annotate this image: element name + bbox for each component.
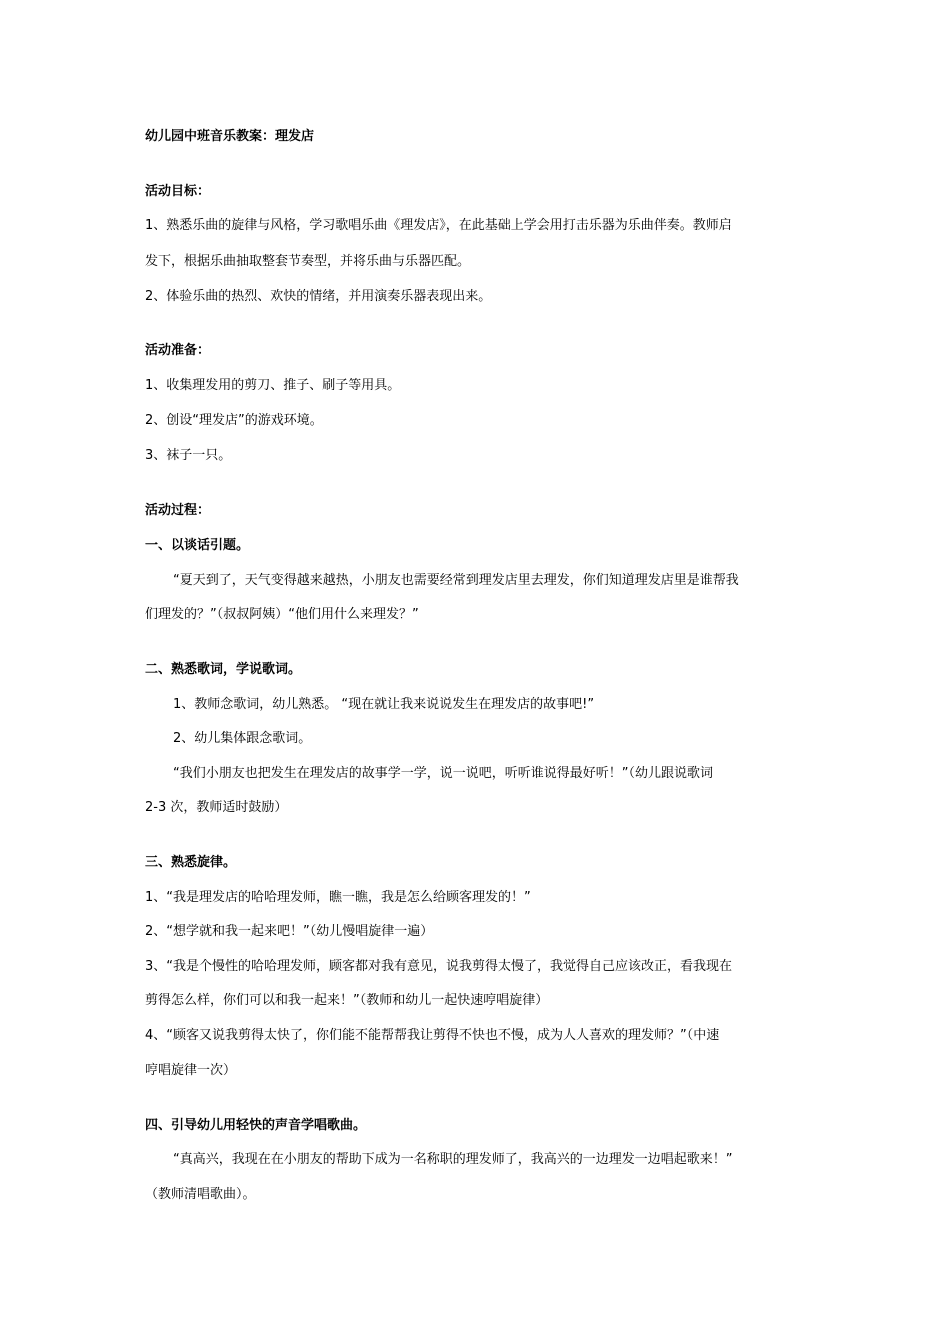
prep-line: 2、创设“理发店”的游戏环境。 xyxy=(145,413,323,428)
section-heading: 四、引导幼儿用轻快的声音学唱歌曲。 xyxy=(145,1118,367,1133)
section-line: 3、“我是个慢性的哈哈理发师，顾客都对我有意见，说我剪得太慢了，我觉得自己应该改正，看我现在 xyxy=(145,959,733,974)
goal-line: 2、体验乐曲的热烈、欢快的情绪，并用演奏乐器表现出来。 xyxy=(145,289,492,304)
section-line: 2-3 次，教师适时鼓励） xyxy=(145,800,288,815)
section-heading: 二、熟悉歌词，学说歌词。 xyxy=(145,662,302,677)
prep-line: 1、收集理发用的剪刀、推子、刷子等用具。 xyxy=(145,378,401,393)
section-line: 2、“想学就和我一起来吧！”（幼儿慢唱旋律一遍） xyxy=(145,924,434,939)
goal-line: 1、熟悉乐曲的旋律与风格，学习歌唱乐曲《理发店》，在此基础上学会用打击乐器为乐曲伴奏。教师启 xyxy=(145,218,732,233)
prep-heading: 活动准备： xyxy=(145,343,211,358)
section-line: 哼唱旋律一次） xyxy=(145,1063,237,1078)
goal-line: 发下，根据乐曲抽取整套节奏型，并将乐曲与乐器匹配。 xyxy=(145,254,471,269)
section-line: 1、“我是理发店的哈哈理发师，瞧一瞧，我是怎么给顾客理发的！” xyxy=(145,890,531,905)
section-line: 4、“顾客又说我剪得太快了，你们能不能帮帮我让剪得不快也不慢，成为人人喜欢的理发师？”（中速 xyxy=(145,1028,720,1043)
section-line: “真高兴，我现在在小朋友的帮助下成为一名称职的理发师了，我高兴的一边理发一边唱起歌来！” xyxy=(173,1152,733,1167)
process-heading: 活动过程： xyxy=(145,503,211,518)
section-line: 们理发的？”（叔叔阿姨）“他们用什么来理发？” xyxy=(145,607,419,622)
section-heading: 三、熟悉旋律。 xyxy=(145,855,237,870)
section-heading: 一、以谈话引题。 xyxy=(145,538,250,553)
section-line: 2、幼儿集体跟念歌词。 xyxy=(173,731,312,746)
goals-heading: 活动目标： xyxy=(145,184,211,199)
document-title: 幼儿园中班音乐教案：理发店 xyxy=(145,129,315,144)
section-line: “我们小朋友也把发生在理发店的故事学一学，说一说吧，听听谁说得最好听！”（幼儿跟说歌词 xyxy=(173,766,713,781)
section-line: 1、教师念歌词，幼儿熟悉。 “现在就让我来说说发生在理发店的故事吧!” xyxy=(173,697,595,712)
prep-line: 3、袜子一只。 xyxy=(145,448,232,463)
section-line: （教师清唱歌曲）。 xyxy=(145,1187,256,1202)
section-line: 剪得怎么样，你们可以和我一起来！”（教师和幼儿一起快速哼唱旋律） xyxy=(145,993,549,1008)
section-line: “夏天到了，天气变得越来越热，小朋友也需要经常到理发店里去理发，你们知道理发店里是谁帮我 xyxy=(173,573,739,588)
